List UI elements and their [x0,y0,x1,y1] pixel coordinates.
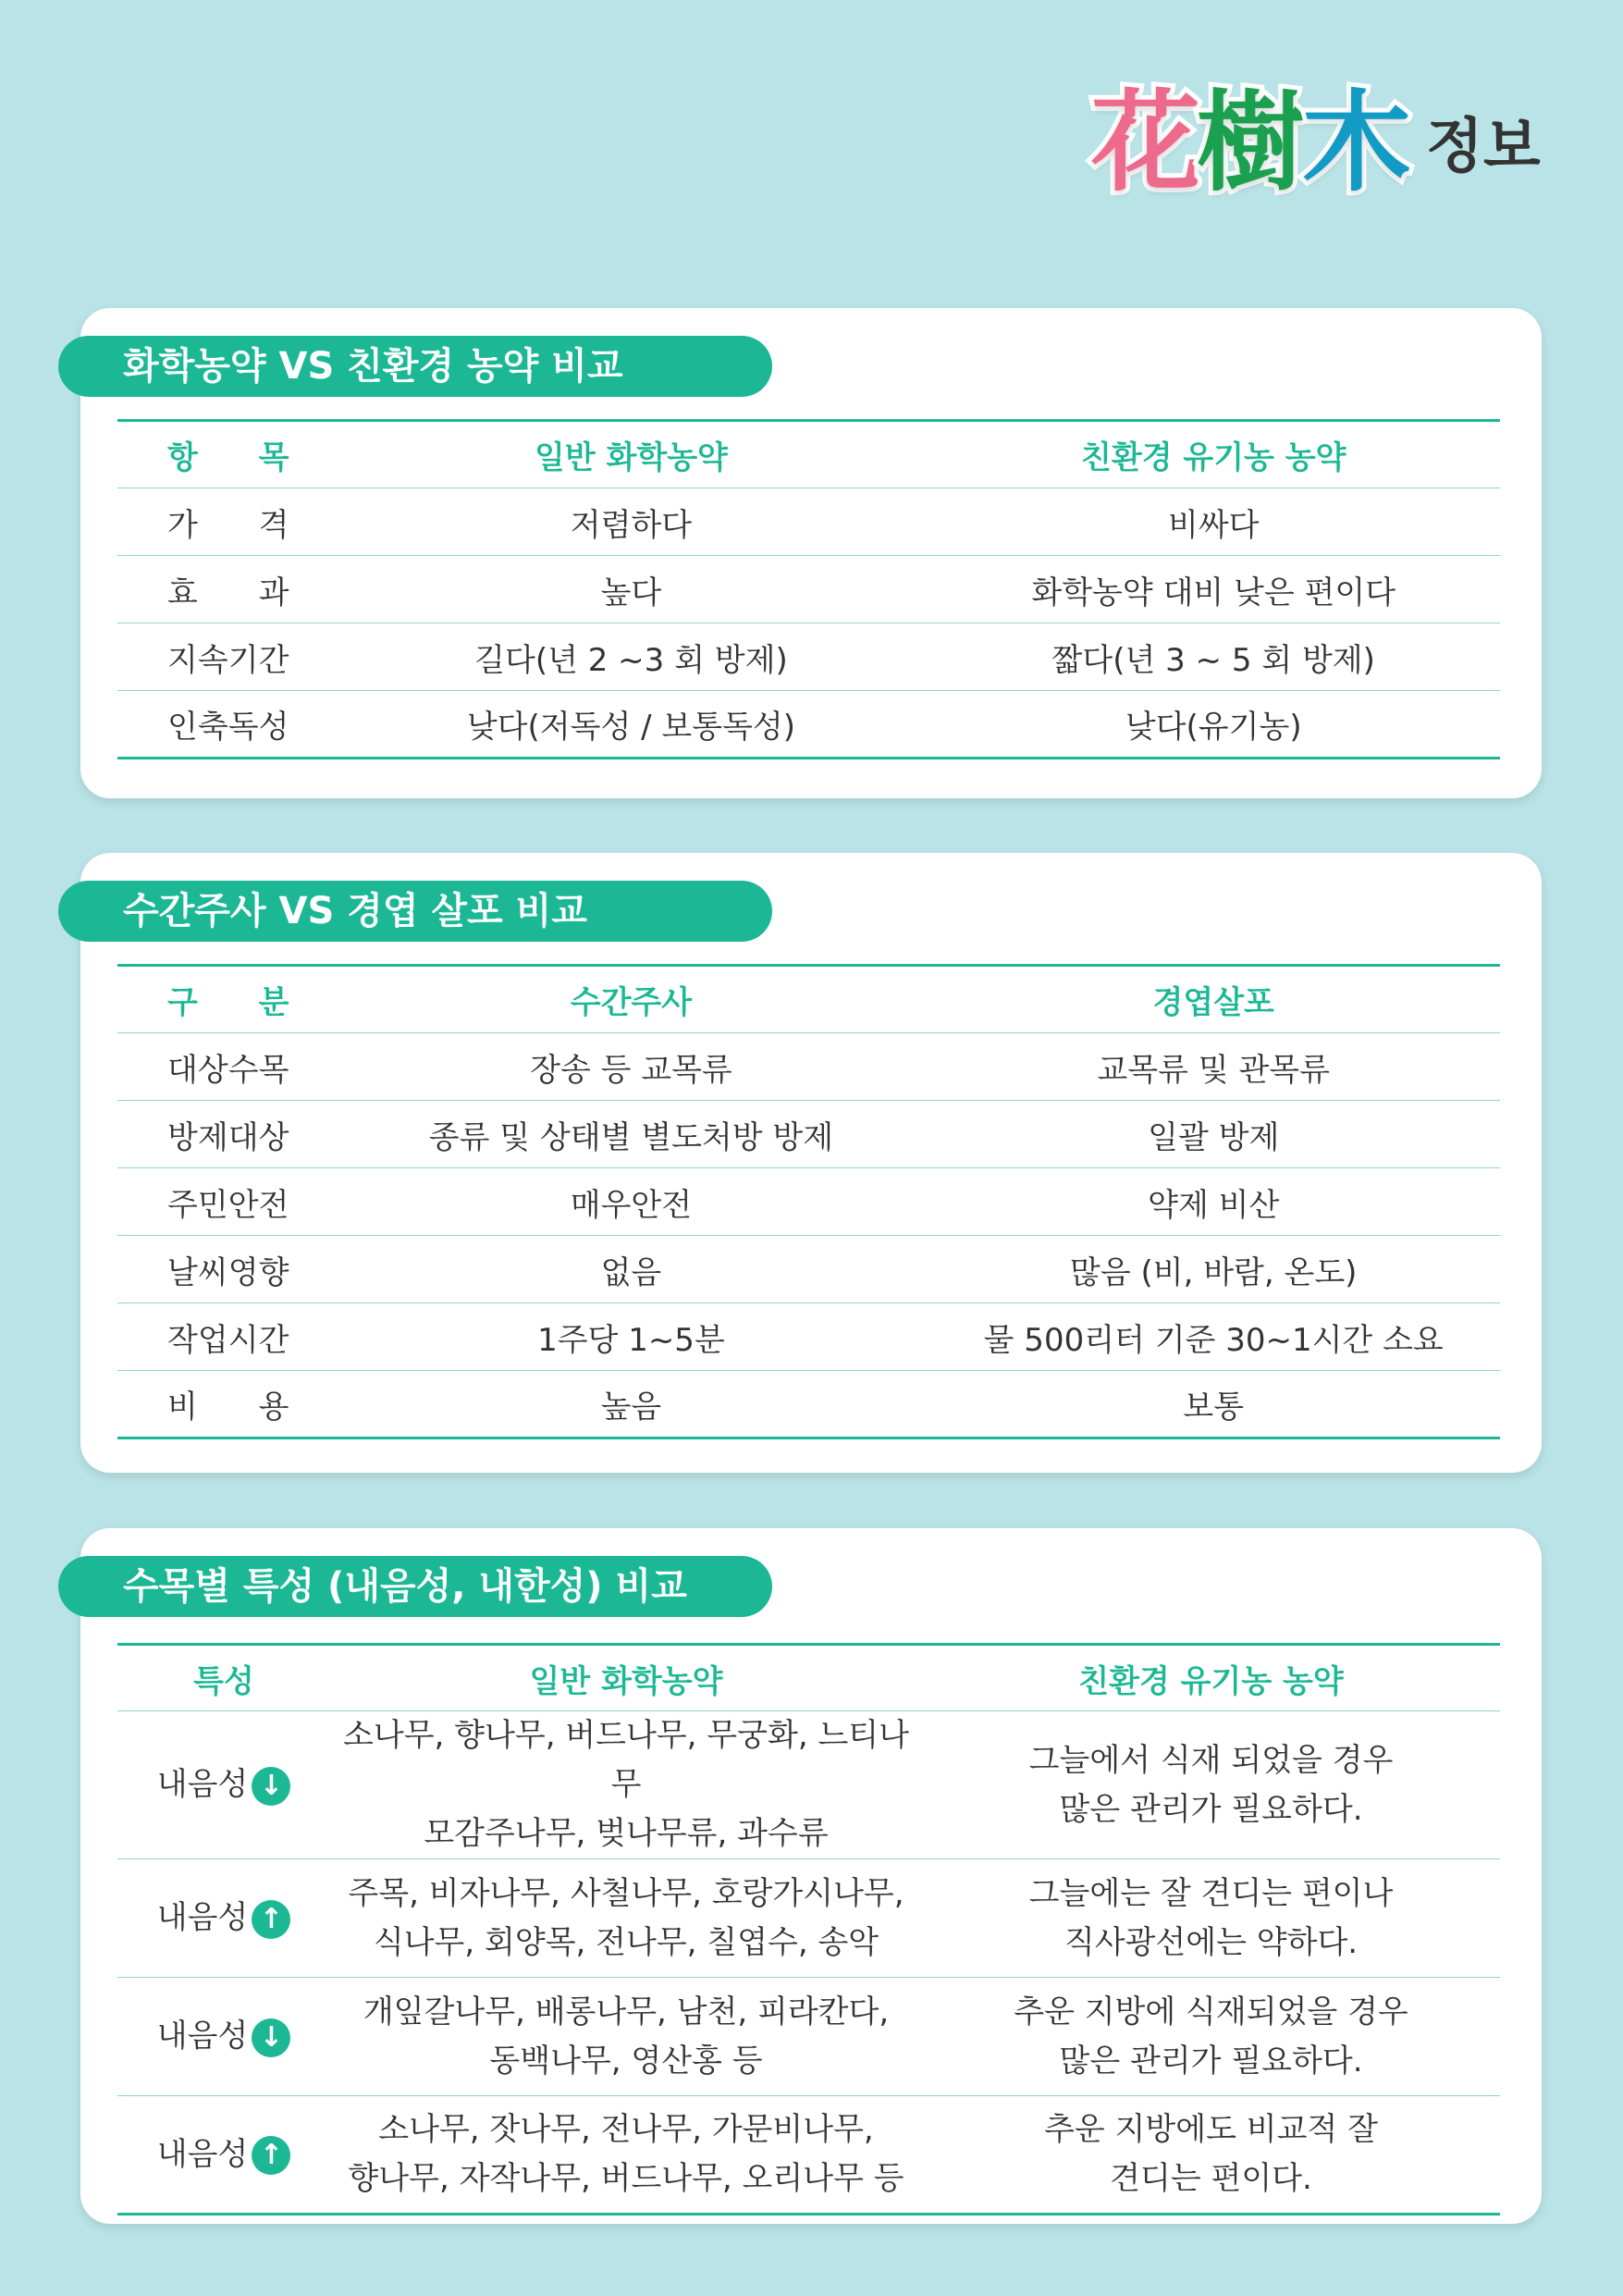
header-chemical: 일반 화학농약 [330,1645,922,1711]
header-injection: 수간주사 [335,966,927,1033]
row-label: 작 업 시 간 [117,1303,335,1371]
header-item: 항 목 [117,421,335,488]
logo-word: 정보 [1426,113,1541,181]
cell-note: 추운 지방에 식재되었을 경우 많은 관리가 필요하다. [922,1978,1500,2096]
cell-spray: 보통 [1183,1389,1245,1426]
row-label: 내음성 ↑ [117,1859,330,1978]
cell-chemical: 높다 [335,556,927,623]
header-chemical: 일반 화학농약 [335,421,927,488]
row-label: 인 축 독 성 [167,709,289,746]
arrow-down-icon: ↓ [252,1767,290,1806]
cell-injection: 높음 [600,1389,662,1426]
cell-organic: 짧다(년 3 ~ 5 회 방제) [927,623,1500,691]
comparison-table [117,964,1500,1439]
section-tree-tolerance [80,1528,1542,2224]
cell-chemical: 저렴하다 [335,488,927,556]
row-label: 내음성 ↓ [117,1711,330,1859]
cell-species: 주목, 비자나무, 사철나무, 호랑가시나무, 식나무, 회양목, 전나무, 칠엽수, 송악 [330,1859,922,1978]
tolerance-table [117,1643,1500,2216]
cell-organic: 낮다(유기농) [1125,709,1302,746]
cell-chemical: 길다(년 2 ~3 회 방제) [335,623,927,691]
table-row [117,1236,1500,1303]
section-title: 수간주사 VS 경엽 살포 비교 [58,881,772,942]
table-row [117,1033,1500,1101]
cell-organic: 화학농약 대비 낮은 편이다 [927,556,1500,623]
cell-species: 개잎갈나무, 배롱나무, 남천, 피라칸다, 동백나무, 영산홍 등 [330,1978,922,2096]
header-spray: 경엽살포 [927,966,1500,1033]
table-row [117,1978,1500,2096]
cell-species: 소나무, 잣나무, 전나무, 가문비나무, 향나무, 자작나무, 버드나무, 오리나무 등 [348,2111,904,2197]
cell-note: 그늘에서 식재 되었을 경우 많은 관리가 필요하다. [922,1711,1500,1859]
cell-injection: 장송 등 교목류 [335,1033,927,1101]
logo-char-wood: 木 [1302,79,1408,206]
cell-injection: 1주당 1~5분 [335,1303,927,1371]
arrow-up-icon: ↑ [252,1900,290,1939]
row-label: 주 민 안 전 [117,1168,335,1236]
arrow-up-icon: ↑ [252,2136,290,2175]
logo [1091,79,1541,227]
logo-char-flower: 花 [1091,79,1198,206]
table-row [117,1859,1500,1978]
row-label: 지 속 기 간 [117,623,335,691]
table-row [117,2096,1500,2215]
header-organic: 친환경 유기농 농약 [927,421,1500,488]
table-row [117,1101,1500,1168]
table-row [117,488,1500,556]
section-title: 화학농약 VS 친환경 농약 비교 [58,336,772,397]
row-label: 날 씨 영 향 [117,1236,335,1303]
table-row [117,623,1500,691]
cell-spray: 일괄 방제 [927,1101,1500,1168]
table-header-row [117,1645,1500,1711]
cell-note: 추운 지방에도 비교적 잘 견디는 편이다. [1044,2111,1378,2197]
header-organic: 친환경 유기농 농약 [922,1645,1500,1711]
row-label: 비 용 [167,1389,289,1426]
table-row [117,1303,1500,1371]
row-label: 효 과 [117,556,335,623]
table-header-row [117,421,1500,488]
table-row [117,1711,1500,1859]
table-header-row [117,966,1500,1033]
header-category: 구 분 [117,966,335,1033]
section-pesticide-comparison [80,308,1542,798]
arrow-down-icon: ↓ [252,2018,290,2057]
cell-species: 소나무, 향나무, 버드나무, 무궁화, 느티나무 모감주나무, 벚나무류, 과수류 [330,1711,922,1859]
cell-spray: 약제 비산 [927,1168,1500,1236]
header-trait: 특성 [117,1645,330,1711]
cell-spray: 교목류 및 관목류 [927,1033,1500,1101]
cell-injection: 종류 및 상태별 별도처방 방제 [335,1101,927,1168]
cell-injection: 매우안전 [335,1168,927,1236]
table-row [117,691,1500,759]
cell-note: 그늘에는 잘 견디는 편이나 직사광선에는 약하다. [922,1859,1500,1978]
row-label: 내음성 ↓ [117,1978,330,2096]
row-label: 방 제 대 상 [117,1101,335,1168]
comparison-table [117,419,1500,759]
section-title: 수목별 특성 (내음성, 내한성) 비교 [58,1556,772,1617]
row-label: 내음성 ↑ [117,2096,330,2215]
logo-char-tree: 樹 [1197,79,1303,206]
table-row [117,1168,1500,1236]
cell-injection: 없음 [335,1236,927,1303]
cell-spray: 많음 (비, 바람, 온도) [927,1236,1500,1303]
cell-organic: 비싸다 [927,488,1500,556]
row-label: 대 상 수 목 [117,1033,335,1101]
table-row [117,556,1500,623]
table-row [117,1371,1500,1438]
section-injection-vs-spray [80,853,1542,1473]
cell-spray: 물 500리터 기준 30~1시간 소요 [927,1303,1500,1371]
row-label: 가 격 [117,488,335,556]
cell-chemical: 낮다(저독성 / 보통독성) [466,709,796,746]
